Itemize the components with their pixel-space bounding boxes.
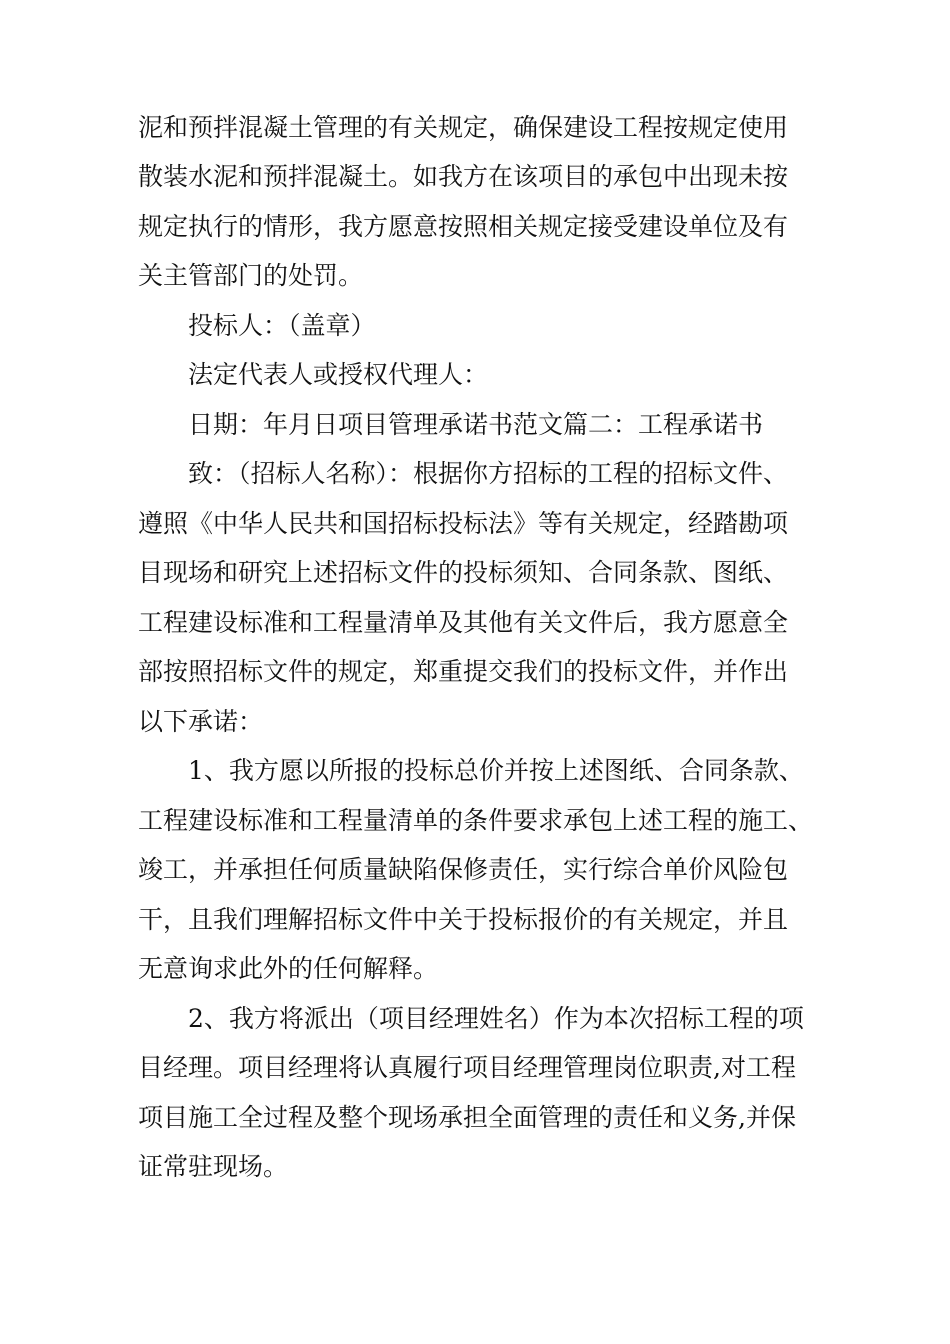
text-line: 关主管部门的处罚。 bbox=[138, 261, 364, 290]
text-line: 遵照《中华人民共和国招标投标法》等有关规定，经踏勘项 bbox=[138, 509, 789, 538]
bidder-seal-line: 投标人：（盖章） bbox=[188, 311, 376, 340]
text-line: 散装水泥和预拌混凝土。如我方在该项目的承包中出现未按 bbox=[138, 162, 789, 191]
text-line: 致：（招标人名称）：根据你方招标的工程的招标文件、 bbox=[188, 459, 789, 488]
text-line: 2、我方将派出（项目经理姓名）作为本次招标工程的项 bbox=[188, 1004, 804, 1033]
date-title-line: 日期：年月日项目管理承诺书范文篇二：工程承诺书 bbox=[188, 410, 764, 439]
text-line: 竣工，并承担任何质量缺陷保修责任，实行综合单价风险包 bbox=[138, 855, 789, 884]
text-line: 1、我方愿以所报的投标总价并按上述图纸、合同条款、 bbox=[188, 756, 804, 785]
text-line: 工程建设标准和工程量清单的条件要求承包上述工程的施工、 bbox=[138, 806, 814, 835]
text-line: 无意询求此外的任何解释。 bbox=[138, 954, 439, 983]
text-line: 项目施工全过程及整个现场承担全面管理的责任和义务,并保 bbox=[138, 1103, 796, 1132]
text-line: 干，且我们理解招标文件中关于投标报价的有关规定，并且 bbox=[138, 905, 789, 934]
text-line: 泥和预拌混凝土管理的有关规定，确保建设工程按规定使用 bbox=[138, 113, 789, 142]
text-line: 证常驻现场。 bbox=[138, 1152, 289, 1181]
text-line: 目经理。项目经理将认真履行项目经理管理岗位职责,对工程 bbox=[138, 1053, 796, 1082]
text-line: 规定执行的情形，我方愿意按照相关规定接受建设单位及有 bbox=[138, 212, 789, 241]
text-line: 部按照招标文件的规定，郑重提交我们的投标文件，并作出 bbox=[138, 657, 789, 686]
text-line: 工程建设标准和工程量清单及其他有关文件后，我方愿意全 bbox=[138, 608, 789, 637]
representative-line: 法定代表人或授权代理人： bbox=[188, 360, 489, 389]
text-line: 目现场和研究上述招标文件的投标须知、合同条款、图纸、 bbox=[138, 558, 789, 587]
text-line: 以下承诺： bbox=[138, 707, 264, 736]
